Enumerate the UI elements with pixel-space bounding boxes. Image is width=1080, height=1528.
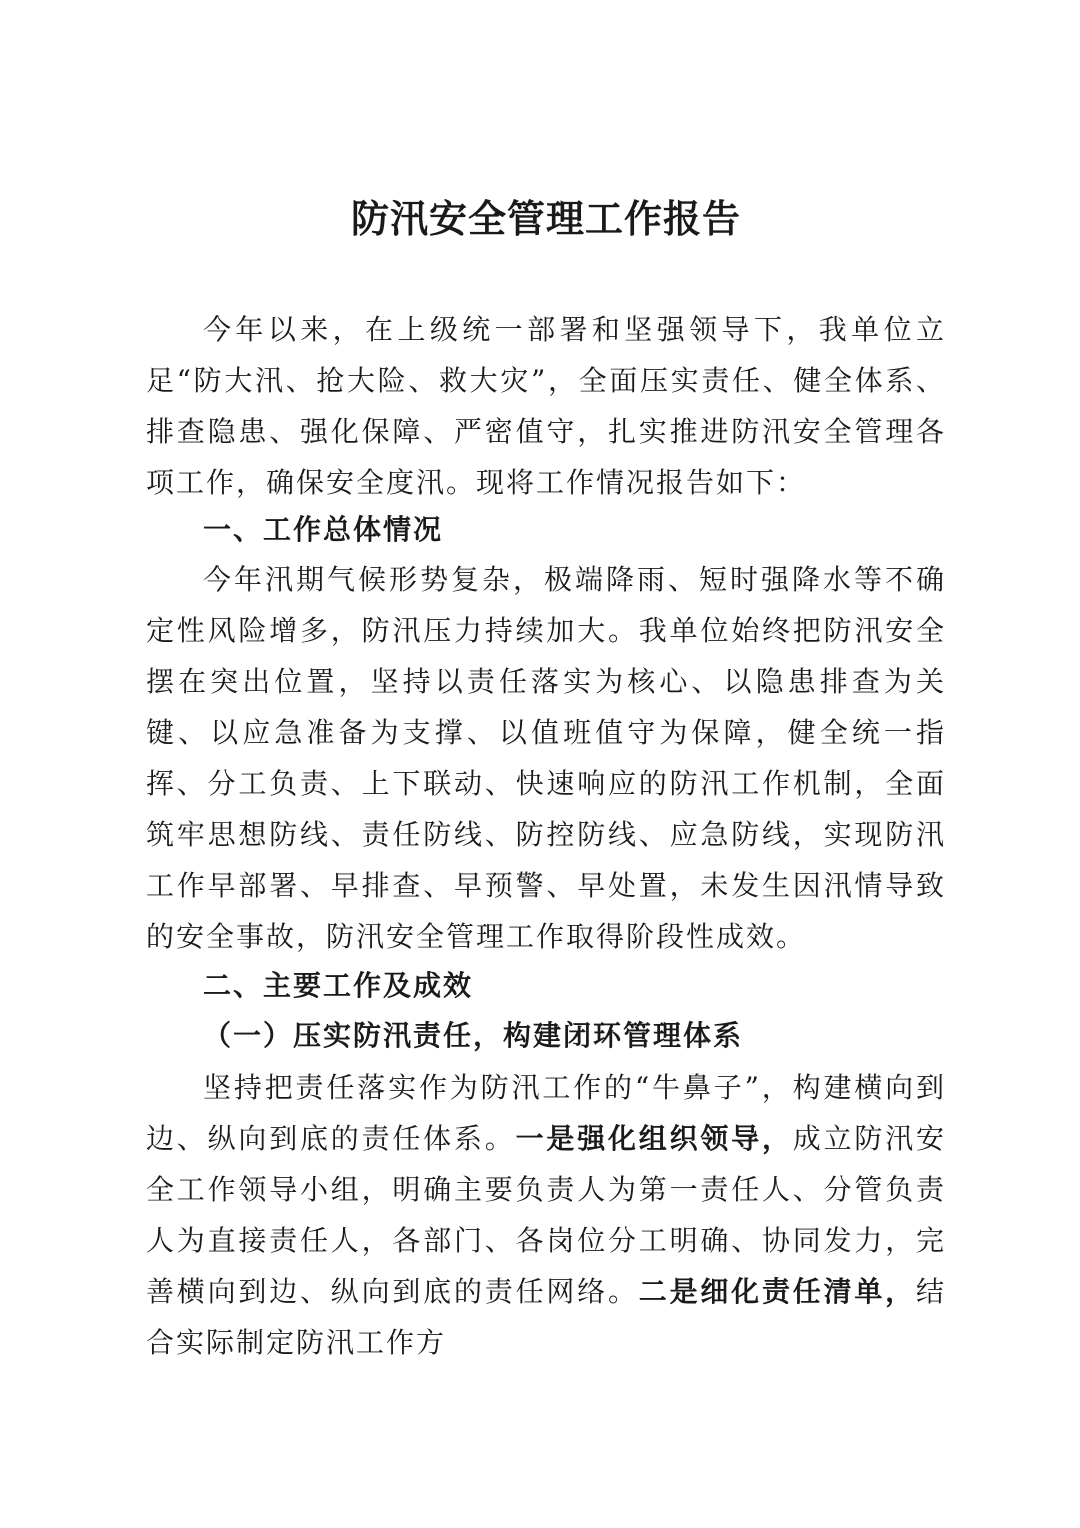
subsection-1-heading: （一）压实防汛责任，构建闭环管理体系 — [203, 1019, 744, 1052]
subsection-1-text-1: 坚持把责任落实作为防汛工作的“牛鼻子”，构建横向到边、纵向到底的责任体系。 — [146, 1071, 946, 1155]
subsection-1-text-2: 成立防汛安全工作领导小组，明确主要负责人为第一责任人、分管负责人为直接责任人，各部门、各岗位分工明确、协同发力，完善横向到边、纵向到底的责任网络。 — [146, 1122, 946, 1308]
emphasis-two: 二是细化责任清单， — [638, 1275, 916, 1308]
emphasis-one: 一是强化组织领导， — [515, 1122, 793, 1155]
intro-paragraph: 今年以来，在上级统一部署和坚强领导下，我单位立足“防大汛、抢大险、救大灾”，全面压实责任、健全体系、排查隐患、强化保障、严密值守，扎实推进防汛安全管理各项工作，确保安全度汛。现将工作情况报告如下： — [146, 313, 946, 499]
document-title: 防汛安全管理工作报告 — [350, 196, 741, 241]
section-2-heading: 二、主要工作及成效 — [203, 969, 474, 1002]
section-1-heading: 一、工作总体情况 — [203, 513, 444, 546]
subsection-1-text-3: 结合实际制定防汛工作方 — [146, 1275, 946, 1359]
section-1-paragraph: 今年汛期气候形势复杂，极端降雨、短时强降水等不确定性风险增多，防汛压力持续加大。我单位始终把防汛安全摆在突出位置，坚持以责任落实为核心、以隐患排查为关键、以应急准备为支撑、以值班值守为保障，健全统一指挥、分工负责、上下联动、快速响应的防汛工作机制，全面筑牢思想防线、责任防线、防控防线、应急防线，实现防汛工作早部署、早排查、早预警、早处置，未发生因汛情导致的安全事故，防汛安全管理工作取得阶段性成效。 — [146, 563, 946, 953]
subsection-1-paragraph — [146, 1062, 946, 1368]
